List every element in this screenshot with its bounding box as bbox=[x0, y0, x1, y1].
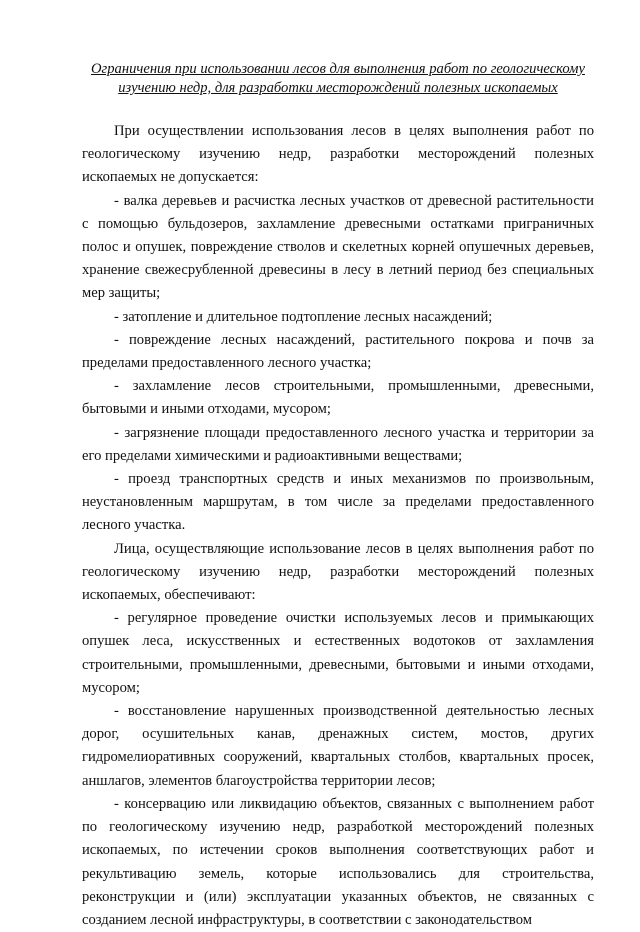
paragraph-intro-obligations: Лица, осуществляющие использование лесов в целях выполнения работ по геологическому изучению недр, разработки месторождений полезных ископаемых, обеспечивают: bbox=[82, 540, 594, 604]
document-title: Ограничения при использовании лесов для выполнения работ по геологическому изучению недр, для разработки месторождений полезных ископаемых bbox=[91, 61, 585, 96]
list-item-cleaning: - регулярное проведение очистки используемых лесов и примыкающих опушек леса, искусственных и естественных водотоков от захламления строительными, промышленными, древесными, бытовыми и иными отходами, мусором; bbox=[82, 610, 594, 696]
document-page bbox=[82, 60, 594, 932]
list-item-restoration: - восстановление нарушенных производственной деятельностью лесных дорог, осушительных канав, дренажных систем, мостов, других гидромелиоративных сооружений, квартальных столбов, квартальных просек, аншлагов, элементов благоустройства территории лесов; bbox=[82, 703, 594, 789]
list-item-littering: - захламление лесов строительными, промышленными, древесными, бытовыми и иными отходами, мусором; bbox=[82, 378, 594, 418]
list-item-flooding: - затопление и длительное подтопление лесных насаждений; bbox=[114, 308, 493, 325]
list-item-vegetation-damage: - повреждение лесных насаждений, растительного покрова и почв за пределами предоставленного лесного участка; bbox=[82, 331, 594, 372]
list-item-vehicle-traffic: - проезд транспортных средств и иных механизмов по произвольным, неустановленным маршрутам, в том числе за пределами предоставленного лесного участка. bbox=[82, 471, 594, 534]
paragraph-intro-prohibitions: При осуществлении использования лесов в целях выполнения работ по геологическому изучению недр, разработки месторождений полезных ископаемых не допускается: bbox=[82, 123, 594, 186]
list-item-conservation: - консервацию или ликвидацию объектов, связанных с выполнением работ по геологическому изучению недр, разработкой месторождений полезных ископаемых, по истечении сроков выполнения соответствующих работ и рекультивацию земель, которые использовались для строительства, реконструкции и (или) эксплуатации указанных объектов, не связанных с созданием лесной инфраструктуры, в соответствии с законодательством bbox=[82, 795, 594, 928]
list-item-pollution: - загрязнение площади предоставленного лесного участка и территории за его пределами химическими и радиоактивными веществами; bbox=[82, 424, 594, 464]
list-item-tree-felling: - валка деревьев и расчистка лесных участков от древесной растительности с помощью бульдозеров, захламление древесными остатками приграничных полос и опушек, повреждение стволов и скелетных корней опушечных деревьев, хранение свежесрубленной древесины в лесу в летний период без специальных мер защиты; bbox=[82, 192, 594, 302]
